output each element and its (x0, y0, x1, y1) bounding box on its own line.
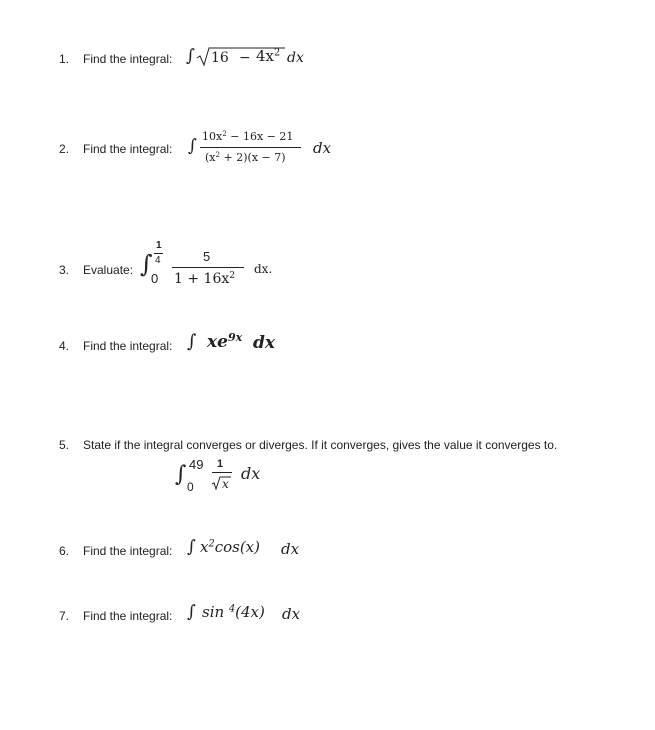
fraction-numerator: $10x^2 - 16x - 21$ (202, 129, 294, 143)
integrand: $x^2\cos(x)$ (200, 538, 260, 556)
problem-number: 2. (59, 142, 70, 156)
fraction-numerator: 5 (203, 249, 211, 264)
integrand: $xe^{9x}$ (207, 330, 243, 352)
fraction-bar (212, 472, 232, 473)
fraction-denominator: $1 + 16x^2$ (174, 271, 236, 287)
differential: dx. (254, 262, 273, 276)
problem-label: State if the integral converges or diverges. If it converges, gives the value it converges to. (83, 438, 558, 452)
fraction-denominator: $(x^2 + 2)(x - 7)$ (205, 150, 286, 164)
differential: dx (282, 605, 301, 623)
differential: dx (287, 50, 304, 66)
problem-label: Find the integral: (83, 609, 173, 623)
problem-number: 7. (59, 609, 70, 623)
integral-sign: ∫ (140, 250, 153, 278)
problem-label: Evaluate: (83, 263, 134, 277)
lower-limit: 0 (187, 480, 194, 494)
upper-limit-numerator: 1 (156, 240, 162, 251)
differential: dx (241, 464, 261, 483)
lower-limit: 0 (151, 271, 159, 286)
fraction-numerator: 1 (217, 458, 224, 470)
fraction-bar (200, 147, 301, 148)
problem-label: Find the integral: (83, 339, 173, 353)
differential: dx (253, 333, 276, 353)
upper-limit-bar (154, 253, 163, 254)
integral-sign: ∫ (187, 602, 196, 622)
differential: dx (313, 139, 332, 157)
problem-number: 6. (59, 544, 70, 558)
integral-sign: ∫ (188, 136, 197, 156)
upper-limit: 49 (189, 457, 204, 472)
problem-label: Find the integral: (83, 142, 173, 156)
integral-sign: ∫ (186, 46, 195, 66)
differential: dx (281, 540, 300, 558)
problem-number: 3. (59, 263, 70, 277)
integral-sign: ∫ (187, 331, 197, 352)
integrand: sin $^4$(4x) (202, 603, 265, 621)
upper-limit-denominator: 4 (155, 255, 161, 266)
problem-number: 4. (59, 339, 70, 353)
integrand-constant: 16 (211, 50, 229, 66)
problem-number: 5. (59, 438, 70, 452)
fraction-bar (172, 267, 244, 268)
problem-number: 1. (59, 52, 70, 66)
problem-label: Find the integral: (83, 52, 173, 66)
integral-sign: ∫ (175, 462, 187, 487)
integrand-term: $4x^2$ (256, 47, 281, 65)
integral-sign: ∫ (187, 537, 196, 557)
radicand: x (222, 477, 229, 491)
problem-label: Find the integral: (83, 544, 173, 558)
minus-sign: − (239, 50, 251, 66)
